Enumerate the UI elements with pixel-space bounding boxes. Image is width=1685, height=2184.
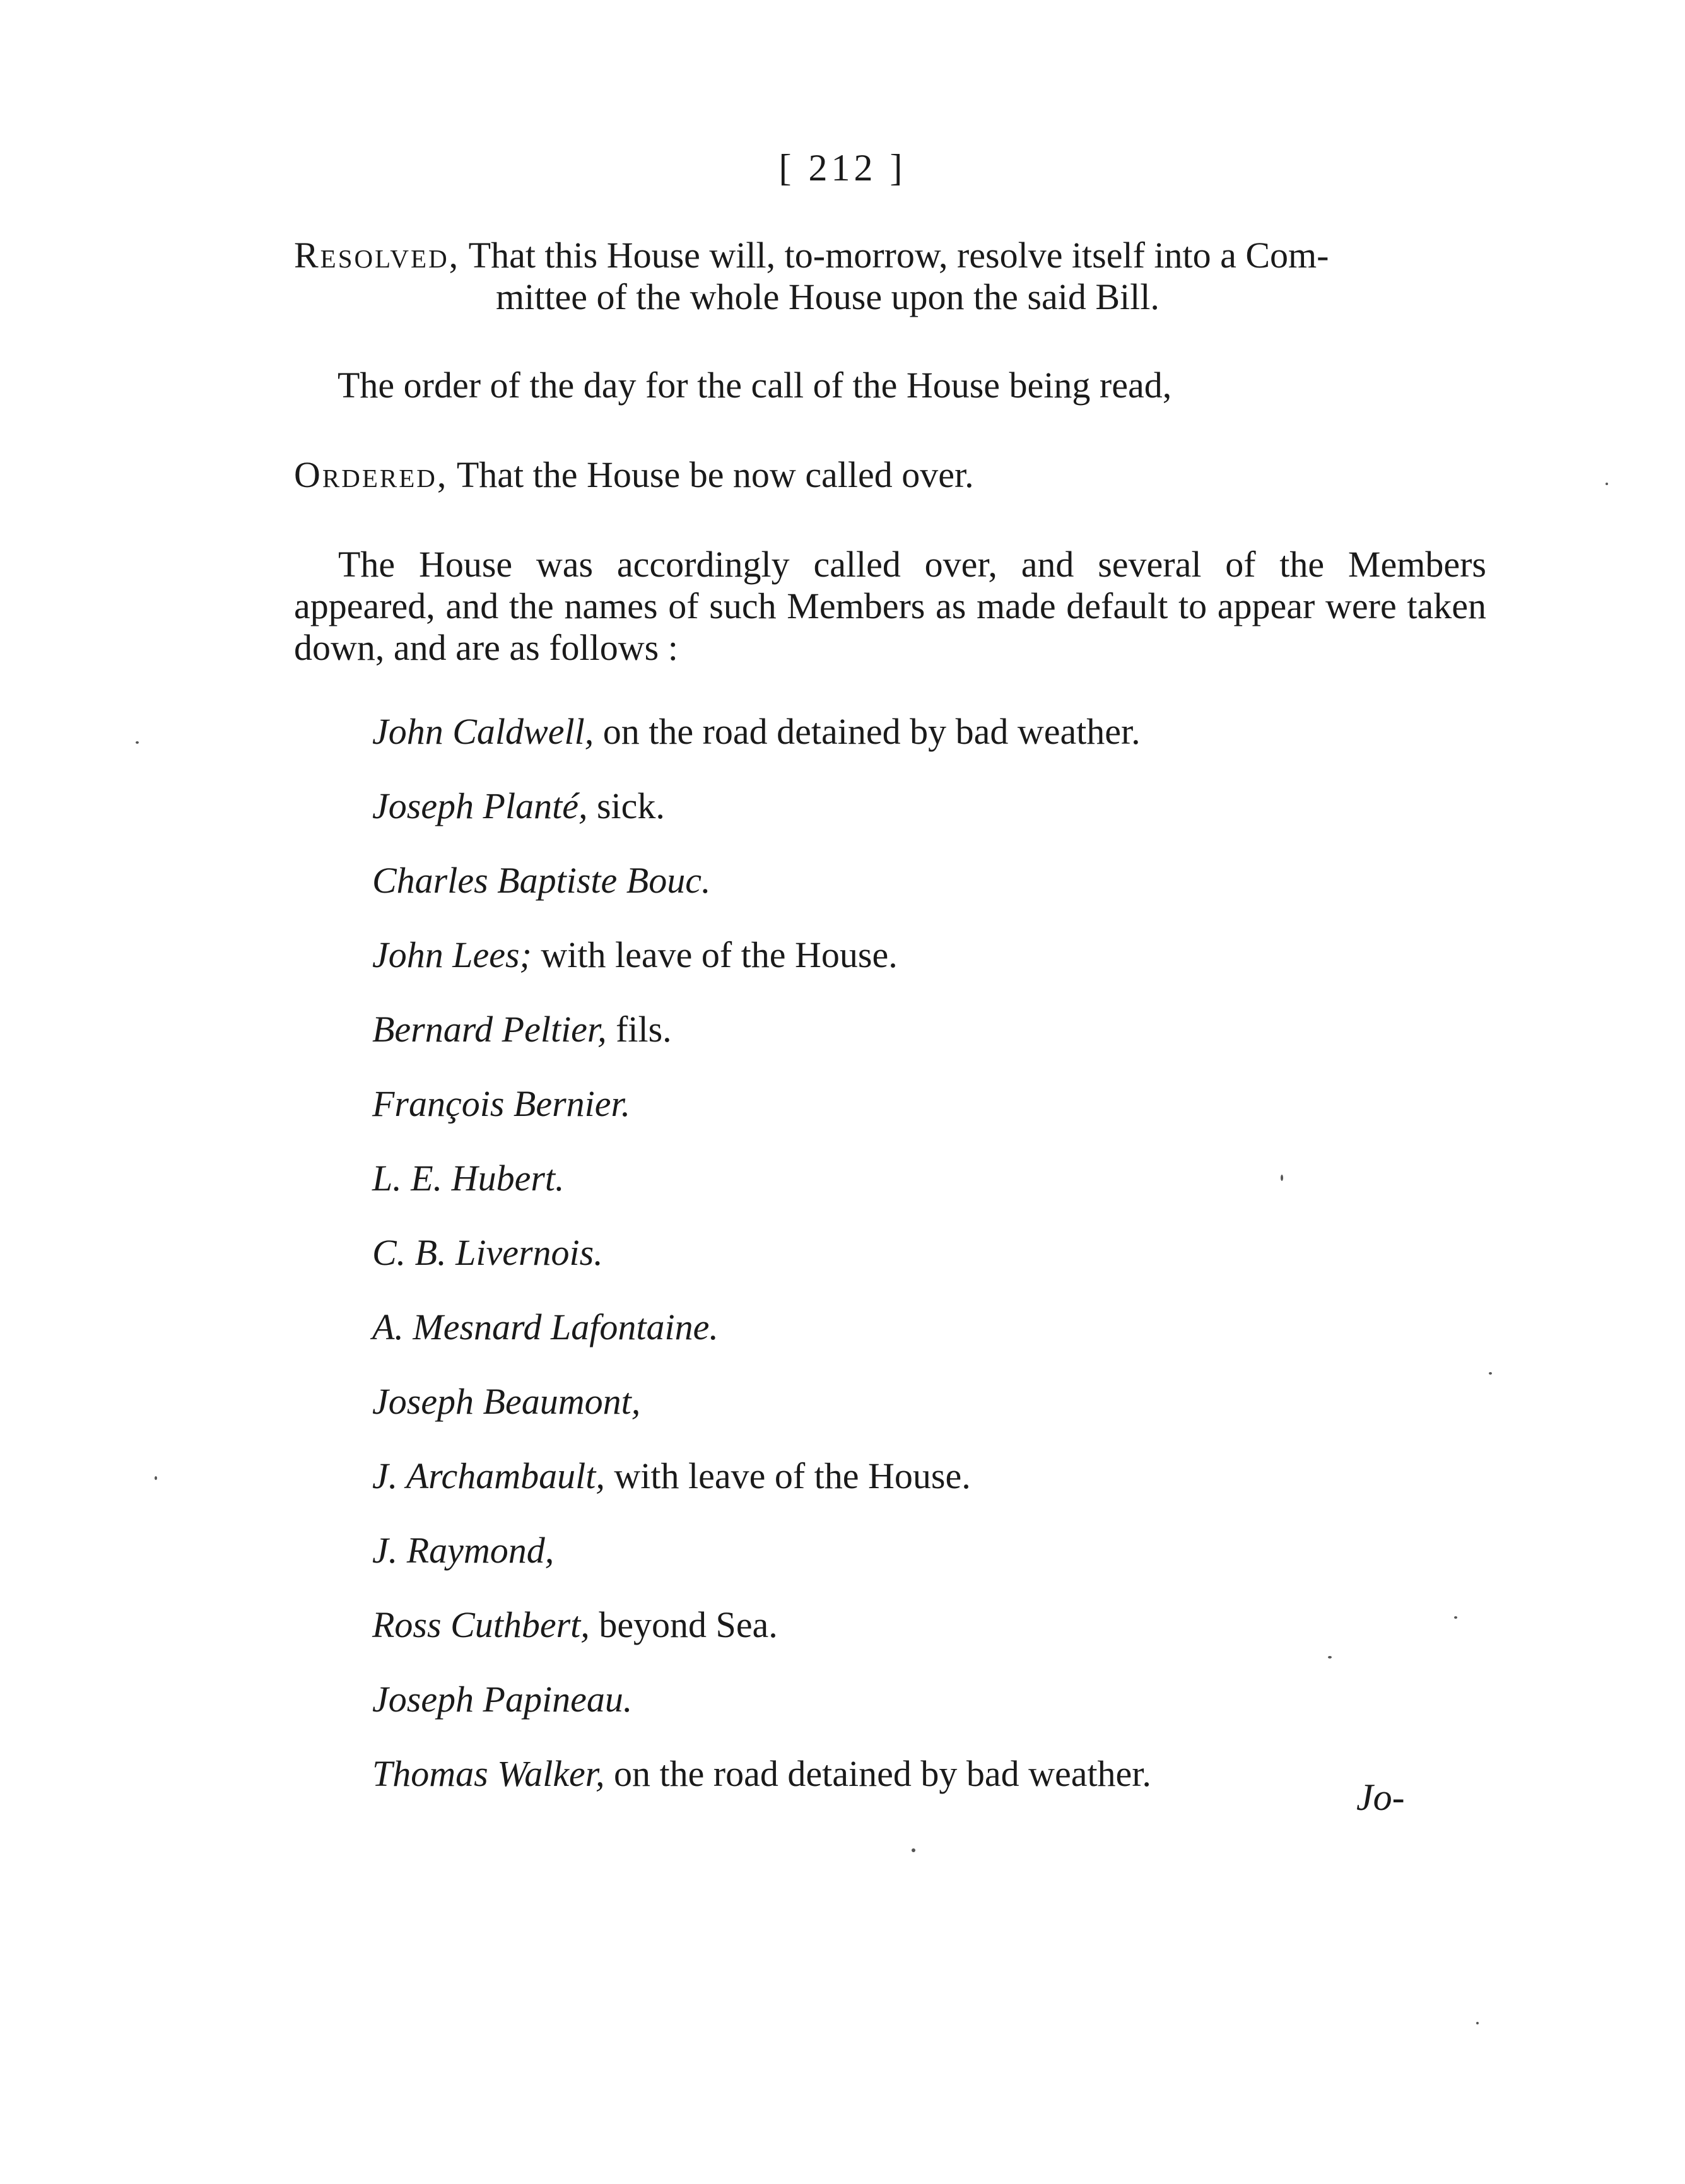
resolved-label: Resolved, bbox=[294, 235, 461, 276]
member-name: Thomas Walker, bbox=[372, 1753, 605, 1794]
member-name: J. Raymond, bbox=[372, 1530, 555, 1571]
member-note: fils. bbox=[606, 1009, 672, 1050]
member-name: Bernard Peltier, bbox=[372, 1009, 607, 1050]
member-note: with leave of the House. bbox=[604, 1455, 971, 1496]
catchword: Jo- bbox=[1356, 1776, 1405, 1818]
member-name: François Bernier. bbox=[372, 1083, 631, 1124]
list-item bbox=[372, 1451, 1413, 1525]
scan-speck bbox=[1281, 1175, 1283, 1181]
member-name: John Caldwell, bbox=[372, 711, 594, 752]
list-item bbox=[372, 1079, 1413, 1153]
member-name: Joseph Planté, bbox=[372, 785, 588, 826]
scan-speck bbox=[912, 1848, 915, 1852]
member-note: on the road detained by bad weather. bbox=[594, 711, 1141, 752]
member-note: beyond Sea. bbox=[589, 1604, 778, 1645]
list-item bbox=[372, 1302, 1413, 1377]
scan-speck bbox=[155, 1476, 157, 1480]
scan-speck bbox=[1454, 1616, 1457, 1619]
resolved-text-line1: That this House will, to-morrow, resolve itself into a Com- bbox=[468, 235, 1329, 276]
list-item bbox=[372, 1228, 1413, 1302]
scan-speck bbox=[136, 741, 139, 744]
member-name: John Lees; bbox=[372, 934, 532, 975]
member-note: sick. bbox=[587, 785, 665, 826]
member-name: Charles Baptiste Bouc. bbox=[372, 860, 711, 901]
resolution-paragraph bbox=[294, 235, 1486, 318]
member-name: C. B. Livernois. bbox=[372, 1232, 603, 1273]
list-item bbox=[372, 1600, 1413, 1674]
list-item bbox=[372, 1153, 1413, 1228]
member-note: with leave of the House. bbox=[531, 934, 898, 975]
called-over-text: The House was accordingly called over, and several of the Members appeared, and the names of such Members as made default to appear were taken down, and are as follows : bbox=[294, 544, 1486, 668]
member-name: Joseph Papineau. bbox=[372, 1679, 633, 1720]
scan-speck bbox=[1328, 1656, 1332, 1659]
order-of-day-paragraph: The order of the day for the call of the House being read, bbox=[338, 365, 1172, 406]
ordered-label: Ordered, bbox=[294, 454, 449, 495]
list-item bbox=[372, 1525, 1413, 1600]
member-name: A. Mesnard Lafontaine. bbox=[372, 1306, 719, 1347]
ordered-paragraph bbox=[294, 454, 974, 496]
list-item bbox=[372, 781, 1413, 855]
member-name: Ross Cuthbert, bbox=[372, 1604, 590, 1645]
scan-speck bbox=[1606, 483, 1608, 485]
ordered-text: That the House be now called over. bbox=[456, 454, 974, 495]
member-name: L. E. Hubert. bbox=[372, 1158, 565, 1199]
scan-speck bbox=[1489, 1372, 1492, 1375]
list-item bbox=[372, 1377, 1413, 1451]
member-name: J. Archambault, bbox=[372, 1455, 605, 1496]
list-item bbox=[372, 930, 1413, 1004]
list-item bbox=[372, 855, 1413, 930]
list-item bbox=[372, 1749, 1413, 1823]
list-item bbox=[372, 707, 1413, 781]
scan-speck bbox=[1476, 2022, 1479, 2024]
page-number: [ 212 ] bbox=[778, 147, 907, 189]
member-note: on the road detained by bad weather. bbox=[604, 1753, 1151, 1794]
list-item bbox=[372, 1674, 1413, 1749]
list-item bbox=[372, 1004, 1413, 1079]
member-name: Joseph Beaumont, bbox=[372, 1381, 641, 1422]
absent-members-list bbox=[372, 707, 1413, 1823]
resolved-text-line2: mittee of the whole House upon the said Bill. bbox=[496, 276, 1160, 317]
called-over-paragraph bbox=[294, 544, 1486, 669]
